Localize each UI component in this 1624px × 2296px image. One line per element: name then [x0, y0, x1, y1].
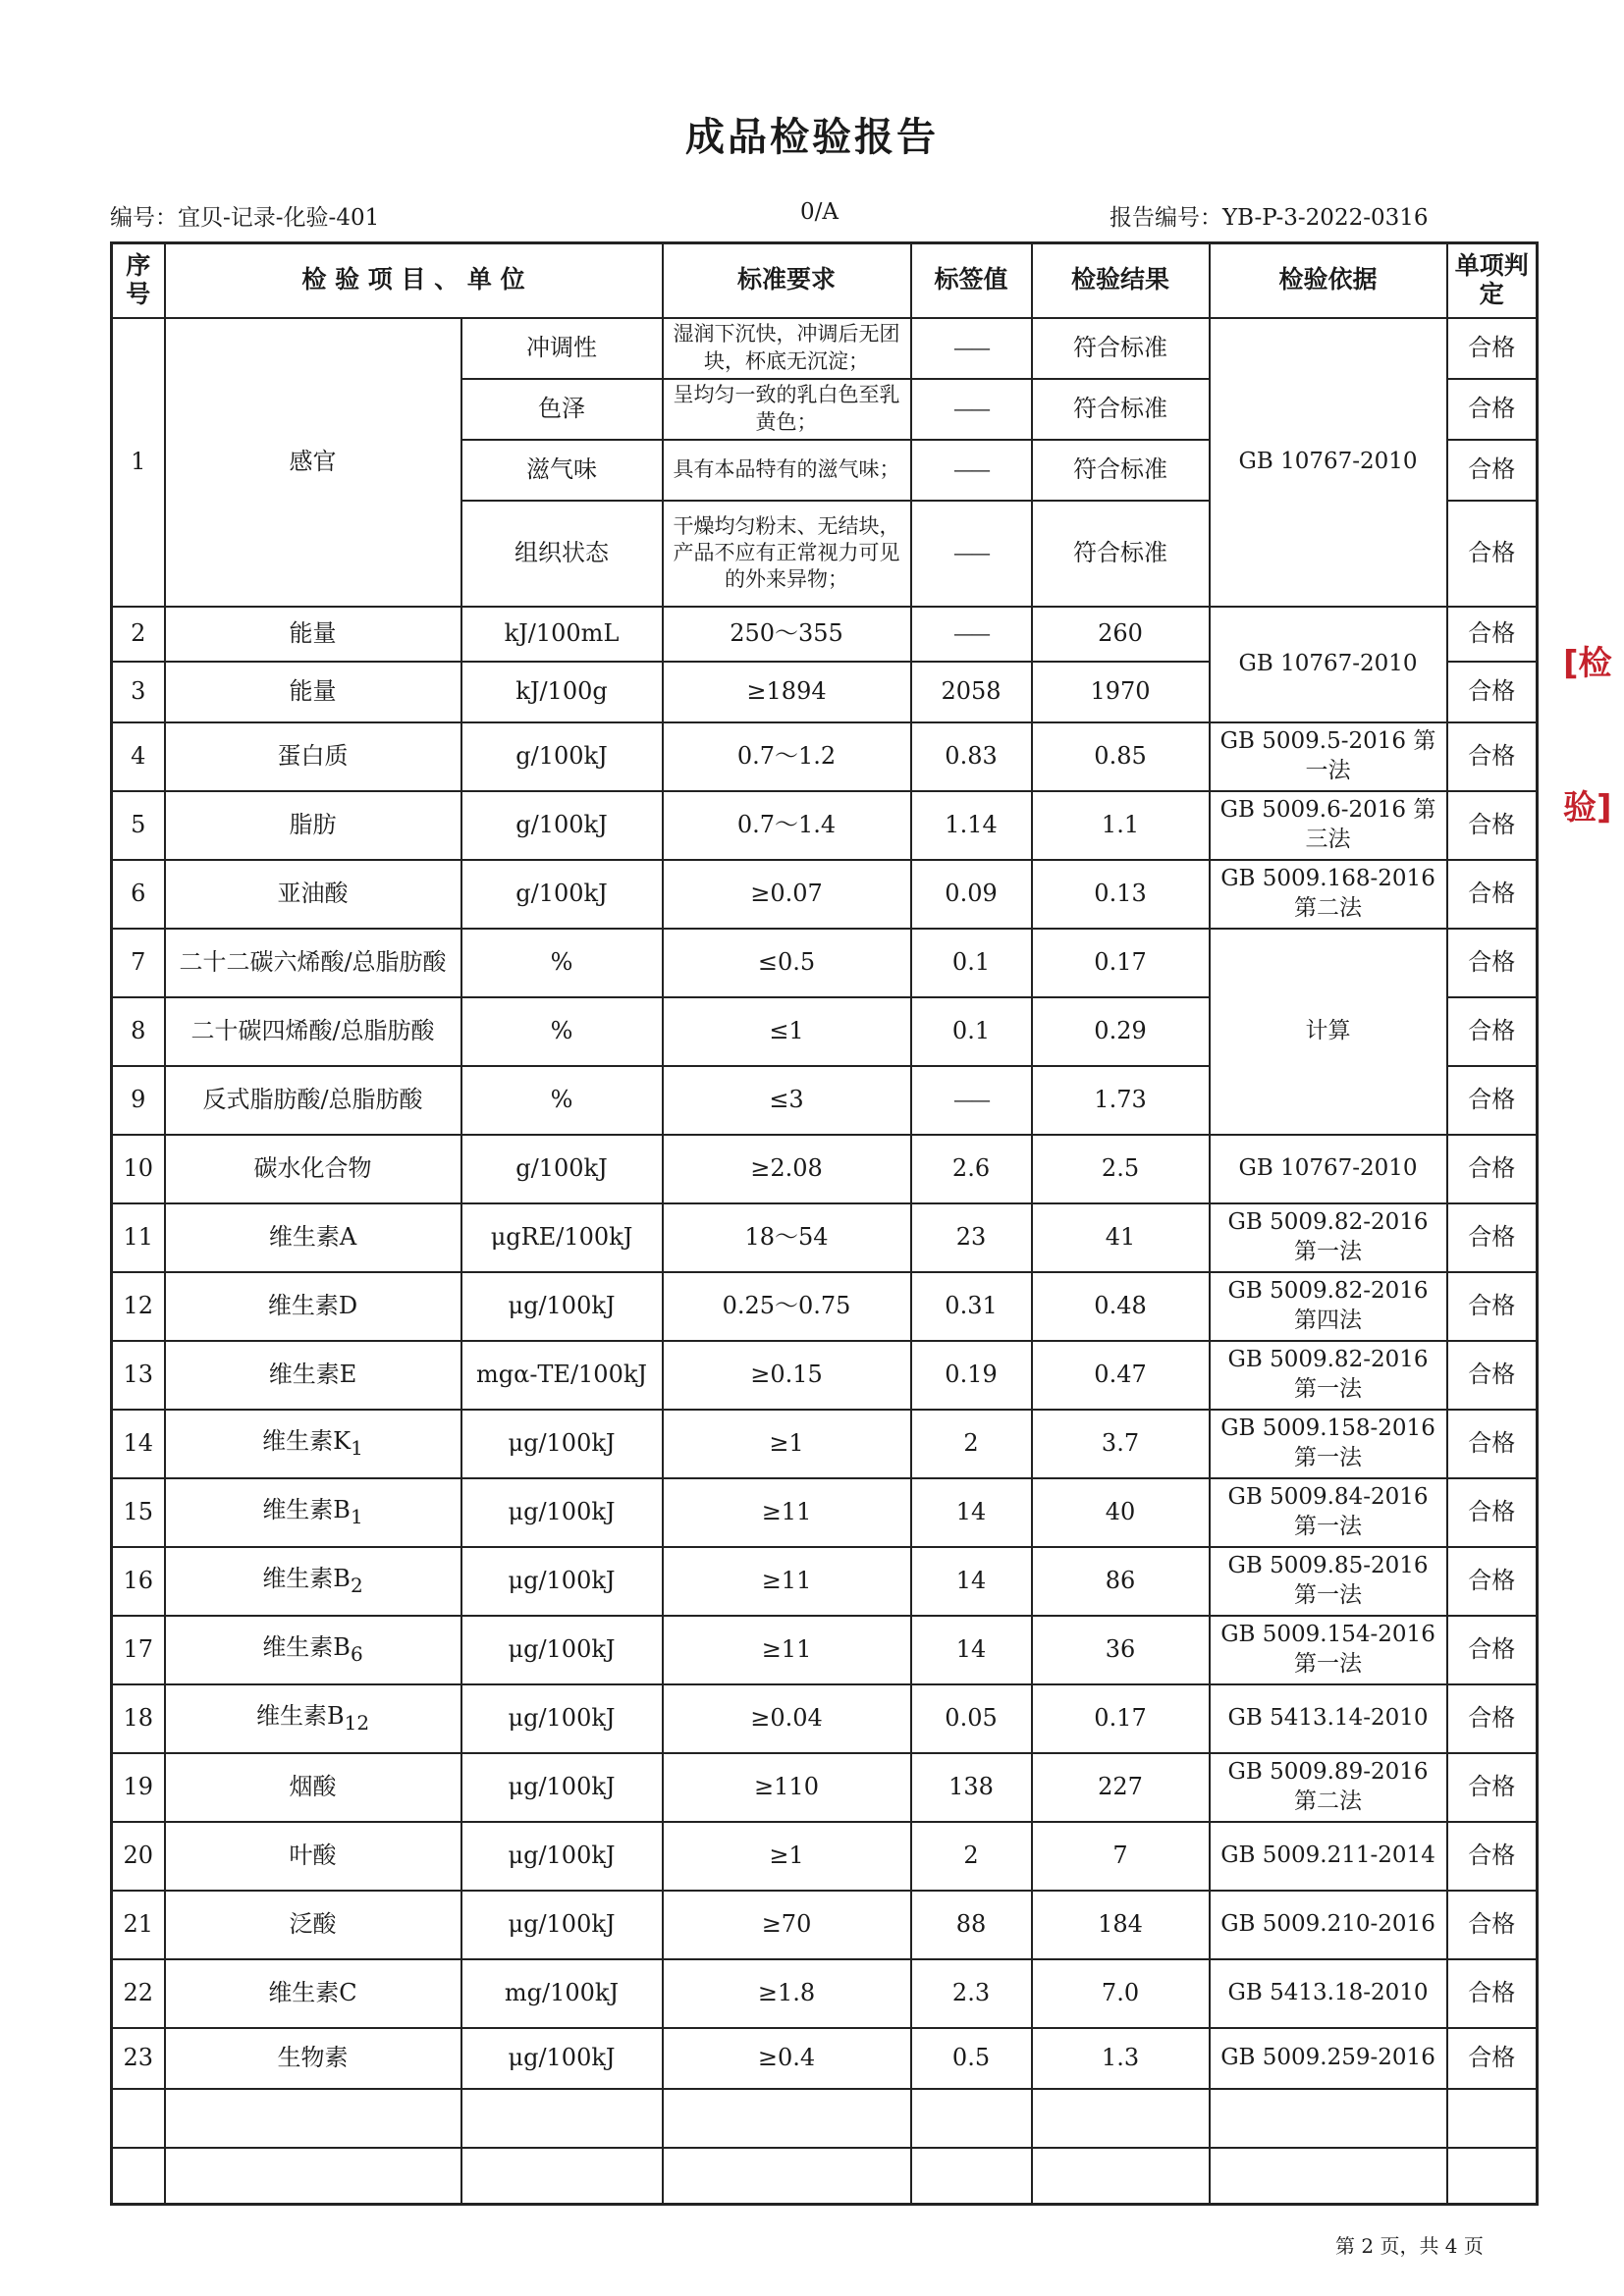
- test-basis: GB 5009.211-2014: [1210, 1822, 1447, 1891]
- row-number: 21: [112, 1891, 165, 1959]
- table-row: [112, 1547, 1538, 1616]
- item-name: 维生素A: [165, 1203, 461, 1272]
- test-result: 0.17: [1032, 1684, 1210, 1753]
- label-value: 14: [911, 1547, 1032, 1616]
- label-value: 0.19: [911, 1341, 1032, 1410]
- table-row: [112, 1753, 1538, 1822]
- test-result: 0.13: [1032, 860, 1210, 929]
- verdict: 合格: [1447, 1135, 1538, 1203]
- standard-requirement: ≥70: [663, 1891, 911, 1959]
- standard-requirement: 干燥均匀粉末、无结块，产品不应有正常视力可见的外来异物；: [663, 501, 911, 607]
- test-result: 0.29: [1032, 997, 1210, 1066]
- table-row: [112, 722, 1538, 791]
- header-item-unit: 检 验 项 目 、 单 位: [165, 243, 663, 318]
- row-number: 13: [112, 1341, 165, 1410]
- test-result: 0.47: [1032, 1341, 1210, 1410]
- unit: g/100kJ: [461, 722, 663, 791]
- header-result: 检验结果: [1032, 243, 1210, 318]
- header-verdict: 单项判定: [1447, 243, 1538, 318]
- verdict: 合格: [1447, 1959, 1538, 2028]
- verdict: 合格: [1447, 2028, 1538, 2089]
- label-value: 0.31: [911, 1272, 1032, 1341]
- row-number: 7: [112, 929, 165, 997]
- test-basis: GB 5009.154-2016 第一法: [1210, 1616, 1447, 1684]
- verdict: 合格: [1447, 860, 1538, 929]
- verdict: 合格: [1447, 1478, 1538, 1547]
- unit: μg/100kJ: [461, 1478, 663, 1547]
- test-result: 7.0: [1032, 1959, 1210, 2028]
- verdict: 合格: [1447, 440, 1538, 501]
- verdict: 合格: [1447, 1753, 1538, 1822]
- unit: [461, 2089, 663, 2148]
- item-name: 二十二碳六烯酸/总脂肪酸: [165, 929, 461, 997]
- standard-requirement: ≥1.8: [663, 1959, 911, 2028]
- test-result: 0.48: [1032, 1272, 1210, 1341]
- row-number: 15: [112, 1478, 165, 1547]
- header-no: 序号: [112, 243, 165, 318]
- item-subscript: 2: [350, 1573, 363, 1597]
- unit: μg/100kJ: [461, 1410, 663, 1478]
- test-basis: [1210, 2148, 1447, 2205]
- row-number: 10: [112, 1135, 165, 1203]
- test-result: 2.5: [1032, 1135, 1210, 1203]
- unit: g/100kJ: [461, 1135, 663, 1203]
- test-basis: GB 5009.82-2016 第一法: [1210, 1341, 1447, 1410]
- standard-requirement: 0.7～1.2: [663, 722, 911, 791]
- verdict: 合格: [1447, 607, 1538, 662]
- label-value: ——: [911, 440, 1032, 501]
- label-value: 14: [911, 1478, 1032, 1547]
- report-number: 报告编号：YB-P-3-2022-0316: [1110, 205, 1429, 231]
- test-result: 1.1: [1032, 791, 1210, 860]
- test-result: 227: [1032, 1753, 1210, 1822]
- test-result: 36: [1032, 1616, 1210, 1684]
- standard-requirement: ≤0.5: [663, 929, 911, 997]
- test-basis: GB 5009.82-2016 第一法: [1210, 1203, 1447, 1272]
- row-number: [112, 2089, 165, 2148]
- item-name: [165, 2089, 461, 2148]
- verdict: 合格: [1447, 722, 1538, 791]
- unit: μg/100kJ: [461, 1272, 663, 1341]
- test-basis: 计算: [1210, 929, 1447, 1135]
- label-value: 1.14: [911, 791, 1032, 860]
- row-number: [112, 2148, 165, 2205]
- item-name: 维生素$B_6$: [165, 1616, 461, 1684]
- test-basis: GB 5009.82-2016 第四法: [1210, 1272, 1447, 1341]
- label-value: 2: [911, 1410, 1032, 1478]
- verdict: 合格: [1447, 929, 1538, 997]
- table-row: [112, 1616, 1538, 1684]
- item-name: 泛酸: [165, 1891, 461, 1959]
- table-row: [112, 929, 1538, 997]
- standard-requirement: ≥110: [663, 1753, 911, 1822]
- unit: μg/100kJ: [461, 1822, 663, 1891]
- record-number: 编号：宜贝-记录-化验-401: [110, 205, 380, 231]
- label-value: 0.5: [911, 2028, 1032, 2089]
- test-basis: GB 10767-2010: [1210, 1135, 1447, 1203]
- verdict: 合格: [1447, 1341, 1538, 1410]
- item-name: 维生素$B_1$: [165, 1478, 461, 1547]
- sub-item: 滋气味: [461, 440, 663, 501]
- standard-requirement: ≥1: [663, 1822, 911, 1891]
- standard-requirement: ≥0.04: [663, 1684, 911, 1753]
- unit: [461, 2148, 663, 2205]
- row-number: 23: [112, 2028, 165, 2089]
- verdict: 合格: [1447, 379, 1538, 440]
- table-row: [112, 1959, 1538, 2028]
- test-basis: GB 5009.5-2016 第一法: [1210, 722, 1447, 791]
- test-result: [1032, 2089, 1210, 2148]
- item-name: 二十碳四烯酸/总脂肪酸: [165, 997, 461, 1066]
- table-row: [112, 2089, 1538, 2148]
- table-row: [112, 860, 1538, 929]
- unit: kJ/100mL: [461, 607, 663, 662]
- test-result: 7: [1032, 1822, 1210, 1891]
- standard-requirement: ≥1894: [663, 662, 911, 722]
- header-standard: 标准要求: [663, 243, 911, 318]
- item-name: 生物素: [165, 2028, 461, 2089]
- standard-requirement: ≥1: [663, 1410, 911, 1478]
- item-name: 能量: [165, 662, 461, 722]
- item-subscript: 1: [351, 1435, 363, 1460]
- table-row: [112, 1341, 1538, 1410]
- row-number: 9: [112, 1066, 165, 1135]
- unit: μgRE/100kJ: [461, 1203, 663, 1272]
- unit: mgα-TE/100kJ: [461, 1341, 663, 1410]
- unit: μg/100kJ: [461, 1616, 663, 1684]
- row-number: 11: [112, 1203, 165, 1272]
- item-subscript: 1: [350, 1504, 363, 1528]
- row-number: 1: [112, 318, 165, 607]
- test-result: 1970: [1032, 662, 1210, 722]
- test-result: 41: [1032, 1203, 1210, 1272]
- standard-requirement: ≥0.15: [663, 1341, 911, 1410]
- row-number: 19: [112, 1753, 165, 1822]
- row-number: 17: [112, 1616, 165, 1684]
- standard-requirement: ≥0.07: [663, 860, 911, 929]
- unit: g/100kJ: [461, 791, 663, 860]
- header-basis: 检验依据: [1210, 243, 1447, 318]
- test-result: 符合标准: [1032, 318, 1210, 379]
- verdict: 合格: [1447, 1616, 1538, 1684]
- verdict: 合格: [1447, 1891, 1538, 1959]
- table-header-row: [112, 243, 1538, 318]
- test-result: 0.85: [1032, 722, 1210, 791]
- item-name: 维生素$B_2$: [165, 1547, 461, 1616]
- row-number: 18: [112, 1684, 165, 1753]
- verdict: 合格: [1447, 1203, 1538, 1272]
- standard-requirement: ≥11: [663, 1616, 911, 1684]
- test-basis: GB 5009.6-2016 第三法: [1210, 791, 1447, 860]
- row-number: 8: [112, 997, 165, 1066]
- table-row: [112, 791, 1538, 860]
- verdict: 合格: [1447, 1684, 1538, 1753]
- row-number: 3: [112, 662, 165, 722]
- test-basis: [1210, 2089, 1447, 2148]
- item-name: [165, 2148, 461, 2205]
- table-row: [112, 2148, 1538, 2205]
- item-name: 亚油酸: [165, 860, 461, 929]
- verdict: 合格: [1447, 1272, 1538, 1341]
- standard-requirement: 0.25～0.75: [663, 1272, 911, 1341]
- report-title: 成品检验报告: [685, 115, 939, 160]
- item-name: 叶酸: [165, 1822, 461, 1891]
- unit: g/100kJ: [461, 860, 663, 929]
- header-label-value: 标签值: [911, 243, 1032, 318]
- verdict: 合格: [1447, 662, 1538, 722]
- label-value: ——: [911, 318, 1032, 379]
- label-value: ——: [911, 379, 1032, 440]
- table-row: [112, 318, 1538, 379]
- table-row: [112, 607, 1538, 662]
- verdict: 合格: [1447, 1547, 1538, 1616]
- standard-requirement: 18～54: [663, 1203, 911, 1272]
- unit: μg/100kJ: [461, 1891, 663, 1959]
- test-basis: GB 5009.259-2016: [1210, 2028, 1447, 2089]
- test-basis: GB 5413.14-2010: [1210, 1684, 1447, 1753]
- row-number: 16: [112, 1547, 165, 1616]
- verdict: 合格: [1447, 318, 1538, 379]
- test-result: 3.7: [1032, 1410, 1210, 1478]
- unit: %: [461, 929, 663, 997]
- unit: μg/100kJ: [461, 2028, 663, 2089]
- item-name: 维生素D: [165, 1272, 461, 1341]
- test-basis: GB 10767-2010: [1210, 607, 1447, 722]
- row-number: 6: [112, 860, 165, 929]
- test-basis: GB 5009.168-2016 第二法: [1210, 860, 1447, 929]
- table-row: [112, 1478, 1538, 1547]
- test-basis: GB 5009.85-2016 第一法: [1210, 1547, 1447, 1616]
- standard-requirement: ≥11: [663, 1478, 911, 1547]
- version-code: 0/A: [800, 199, 839, 225]
- sub-item: 冲调性: [461, 318, 663, 379]
- test-basis: GB 5009.89-2016 第二法: [1210, 1753, 1447, 1822]
- label-value: 0.83: [911, 722, 1032, 791]
- seal-stamp-bottom: 验]: [1563, 788, 1612, 828]
- standard-requirement: 具有本品特有的滋气味；: [663, 440, 911, 501]
- label-value: 2058: [911, 662, 1032, 722]
- item-name: 维生素$B_{12}$: [165, 1684, 461, 1753]
- row-number: 22: [112, 1959, 165, 2028]
- item-name: 烟酸: [165, 1753, 461, 1822]
- table-row: [112, 1272, 1538, 1341]
- unit: %: [461, 997, 663, 1066]
- verdict: [1447, 2148, 1538, 2205]
- table-row: [112, 2028, 1538, 2089]
- test-result: 1.3: [1032, 2028, 1210, 2089]
- table-row: [112, 1822, 1538, 1891]
- standard-requirement: 250～355: [663, 607, 911, 662]
- standard-requirement: ≥11: [663, 1547, 911, 1616]
- item-name: 能量: [165, 607, 461, 662]
- unit: kJ/100g: [461, 662, 663, 722]
- label-value: 14: [911, 1616, 1032, 1684]
- table-row: [112, 1684, 1538, 1753]
- test-basis: GB 5009.158-2016 第一法: [1210, 1410, 1447, 1478]
- inspection-table: [110, 241, 1539, 2206]
- item-subscript: 6: [350, 1641, 363, 1666]
- label-value: 88: [911, 1891, 1032, 1959]
- row-number: 2: [112, 607, 165, 662]
- test-result: 260: [1032, 607, 1210, 662]
- standard-requirement: ≤1: [663, 997, 911, 1066]
- item-name: 维生素C: [165, 1959, 461, 2028]
- item-name: 反式脂肪酸/总脂肪酸: [165, 1066, 461, 1135]
- label-value: 0.1: [911, 929, 1032, 997]
- test-basis: GB 5413.18-2010: [1210, 1959, 1447, 2028]
- test-result: 86: [1032, 1547, 1210, 1616]
- label-value: ——: [911, 1066, 1032, 1135]
- test-basis: GB 10767-2010: [1210, 318, 1447, 607]
- verdict: 合格: [1447, 791, 1538, 860]
- standard-requirement: [663, 2148, 911, 2205]
- item-name: 感官: [165, 318, 461, 607]
- verdict: 合格: [1447, 1410, 1538, 1478]
- table-row: [112, 1410, 1538, 1478]
- test-result: 符合标准: [1032, 440, 1210, 501]
- row-number: 14: [112, 1410, 165, 1478]
- verdict: 合格: [1447, 501, 1538, 607]
- test-result: [1032, 2148, 1210, 2205]
- label-value: 0.05: [911, 1684, 1032, 1753]
- item-name: 蛋白质: [165, 722, 461, 791]
- unit: μg/100kJ: [461, 1547, 663, 1616]
- row-number: 20: [112, 1822, 165, 1891]
- label-value: ——: [911, 607, 1032, 662]
- verdict: 合格: [1447, 1822, 1538, 1891]
- test-basis: GB 5009.84-2016 第一法: [1210, 1478, 1447, 1547]
- seal-stamp-top: [检: [1563, 644, 1612, 683]
- unit: %: [461, 1066, 663, 1135]
- standard-requirement: 0.7～1.4: [663, 791, 911, 860]
- test-result: 0.17: [1032, 929, 1210, 997]
- sub-item: 组织状态: [461, 501, 663, 607]
- standard-requirement: ≤3: [663, 1066, 911, 1135]
- item-name: 碳水化合物: [165, 1135, 461, 1203]
- row-number: 5: [112, 791, 165, 860]
- table-row: [112, 1891, 1538, 1959]
- label-value: 138: [911, 1753, 1032, 1822]
- label-value: 2.6: [911, 1135, 1032, 1203]
- item-subscript: 12: [344, 1710, 370, 1735]
- row-number: 12: [112, 1272, 165, 1341]
- label-value: 2.3: [911, 1959, 1032, 2028]
- row-number: 4: [112, 722, 165, 791]
- test-result: 符合标准: [1032, 379, 1210, 440]
- verdict: [1447, 2089, 1538, 2148]
- unit: μg/100kJ: [461, 1753, 663, 1822]
- test-basis: GB 5009.210-2016: [1210, 1891, 1447, 1959]
- standard-requirement: [663, 2089, 911, 2148]
- label-value: 0.09: [911, 860, 1032, 929]
- verdict: 合格: [1447, 1066, 1538, 1135]
- label-value: 0.1: [911, 997, 1032, 1066]
- test-result: 1.73: [1032, 1066, 1210, 1135]
- item-name: 脂肪: [165, 791, 461, 860]
- table-row: [112, 1135, 1538, 1203]
- standard-requirement: 呈均匀一致的乳白色至乳黄色；: [663, 379, 911, 440]
- standard-requirement: 湿润下沉快，冲调后无团块，杯底无沉淀；: [663, 318, 911, 379]
- test-result: 符合标准: [1032, 501, 1210, 607]
- label-value: [911, 2089, 1032, 2148]
- sub-item: 色泽: [461, 379, 663, 440]
- verdict: 合格: [1447, 997, 1538, 1066]
- unit: μg/100kJ: [461, 1684, 663, 1753]
- standard-requirement: ≥0.4: [663, 2028, 911, 2089]
- test-result: 184: [1032, 1891, 1210, 1959]
- item-name: 维生素$K_1$: [165, 1410, 461, 1478]
- standard-requirement: ≥2.08: [663, 1135, 911, 1203]
- item-name: 维生素E: [165, 1341, 461, 1410]
- label-value: 2: [911, 1822, 1032, 1891]
- table-row: [112, 1203, 1538, 1272]
- page-footer: 第 2 页，共 4 页: [1335, 2234, 1484, 2258]
- unit: mg/100kJ: [461, 1959, 663, 2028]
- test-result: 40: [1032, 1478, 1210, 1547]
- label-value: [911, 2148, 1032, 2205]
- label-value: 23: [911, 1203, 1032, 1272]
- label-value: ——: [911, 501, 1032, 607]
